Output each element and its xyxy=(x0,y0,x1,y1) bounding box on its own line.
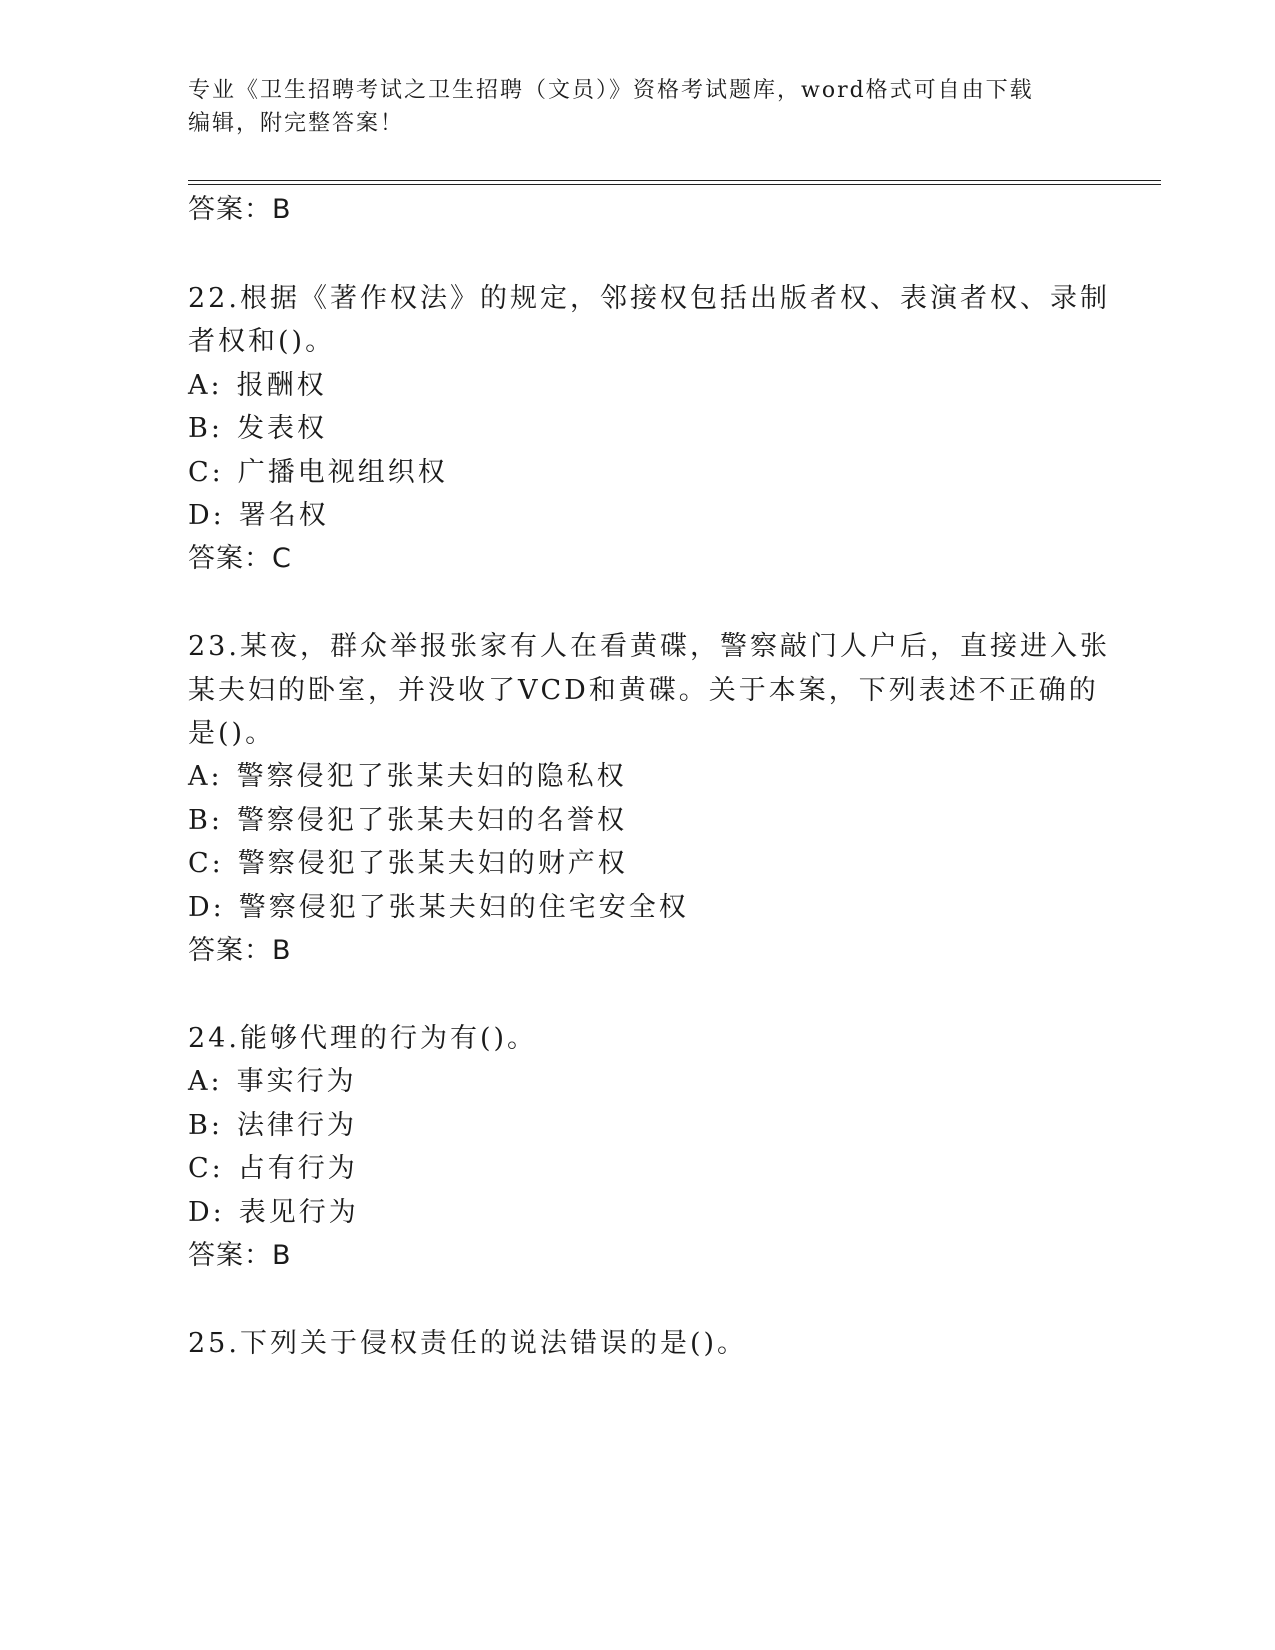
option-text: 事实行为 xyxy=(236,1066,357,1097)
option-b xyxy=(188,411,327,447)
option-letter: D: xyxy=(188,1197,225,1228)
option-b xyxy=(188,1108,357,1144)
option-text: 广播电视组织权 xyxy=(237,457,448,488)
option-text: 法律行为 xyxy=(236,1110,357,1141)
header-line-1: 专业《卫生招聘考试之卫生招聘（文员）》资格考试题库，word格式可自由下载 xyxy=(188,78,1034,103)
option-text: 表见行为 xyxy=(238,1197,359,1228)
option-text: 警察侵犯了张某夫妇的名誉权 xyxy=(236,805,627,836)
option-letter: C: xyxy=(188,457,224,488)
question-stem-line: 是()。 xyxy=(188,718,276,749)
option-text: 占有行为 xyxy=(237,1153,358,1184)
option-text: 署名权 xyxy=(238,500,329,531)
header-divider-bottom xyxy=(188,184,1161,185)
option-letter: B: xyxy=(188,413,223,444)
option-text: 警察侵犯了张某夫妇的隐私权 xyxy=(236,761,627,792)
header-line-2: 编辑，附完整答案！ xyxy=(188,111,405,136)
option-letter: B: xyxy=(188,805,223,836)
option-d xyxy=(188,1195,359,1231)
option-d xyxy=(188,890,689,926)
question-stem-line: 24.能够代理的行为有()。 xyxy=(188,1023,538,1054)
question-answer: 答案：B xyxy=(188,935,292,966)
option-letter: B: xyxy=(188,1110,223,1141)
option-letter: D: xyxy=(188,892,225,923)
option-letter: C: xyxy=(188,1153,224,1184)
option-a xyxy=(188,759,627,795)
previous-answer: 答案：B xyxy=(188,194,292,225)
option-c xyxy=(188,846,628,882)
option-text: 发表权 xyxy=(236,413,327,444)
question-stem-line: 者权和()。 xyxy=(188,326,336,357)
option-text: 警察侵犯了张某夫妇的财产权 xyxy=(237,848,628,879)
option-letter: D: xyxy=(188,500,225,531)
option-letter: A: xyxy=(188,1066,223,1097)
question-answer: 答案：C xyxy=(188,543,292,574)
option-a xyxy=(188,368,327,404)
option-letter: C: xyxy=(188,848,224,879)
question-stem-line: 25.下列关于侵权责任的说法错误的是()。 xyxy=(188,1328,748,1359)
option-letter: A: xyxy=(188,761,223,792)
option-c xyxy=(188,1151,358,1187)
document-header xyxy=(188,74,1088,140)
header-divider-top xyxy=(188,180,1161,181)
option-text: 报酬权 xyxy=(236,370,327,401)
question-stem-line: 22.根据《著作权法》的规定，邻接权包括出版者权、表演者权、录制 xyxy=(188,283,1110,314)
option-letter: A: xyxy=(188,370,223,401)
option-d xyxy=(188,498,329,534)
question-stem-line: 某夫妇的卧室，并没收了VCD和黄碟。关于本案，下列表述不正确的 xyxy=(188,675,1099,706)
question-answer: 答案：B xyxy=(188,1240,292,1271)
option-c xyxy=(188,455,448,491)
option-a xyxy=(188,1064,357,1100)
option-b xyxy=(188,803,627,839)
question-stem-line: 23.某夜，群众举报张家有人在看黄碟，警察敲门人户后，直接进入张 xyxy=(188,631,1110,662)
option-text: 警察侵犯了张某夫妇的住宅安全权 xyxy=(238,892,689,923)
